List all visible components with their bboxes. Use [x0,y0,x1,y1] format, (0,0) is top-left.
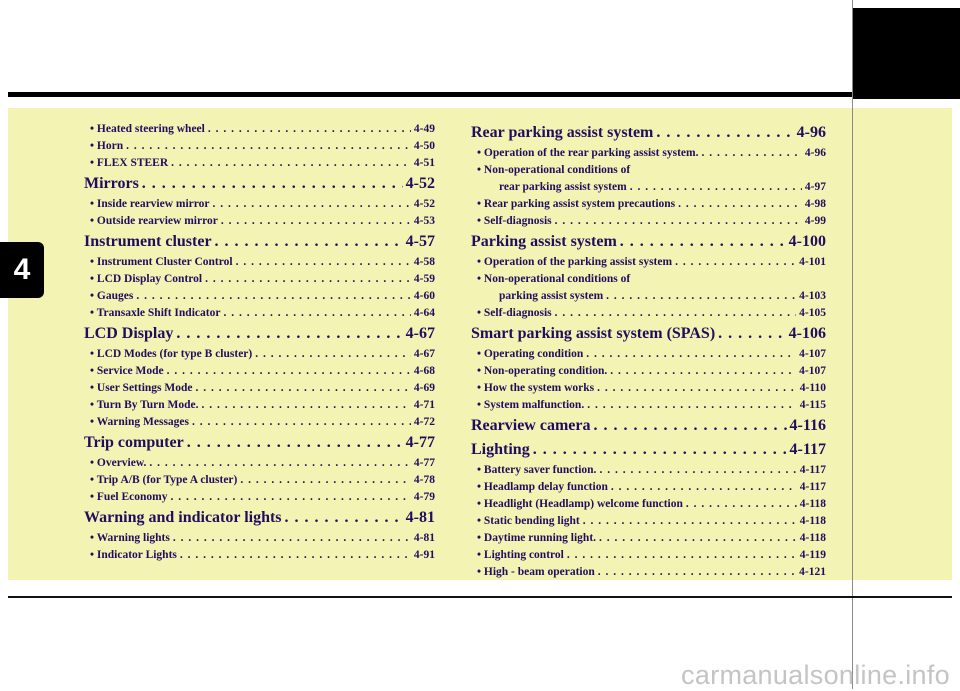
dot-leader [173,532,411,544]
toc-label: • Daytime running light. [477,532,597,544]
toc-label: • How the system works [477,382,595,394]
toc-page-number: 4-79 [413,491,435,503]
dot-leader [167,365,411,377]
toc-label: • High - beam operation [477,566,595,578]
dot-leader [255,348,411,360]
toc-page-number: 4-71 [413,399,435,411]
toc-page-number: 4-103 [799,290,826,302]
toc-label: Parking assist system [471,233,617,250]
dot-leader [599,532,797,544]
dot-leader [171,491,411,503]
toc-entry[interactable] [84,198,435,215]
toc-page-number: 4-77 [405,434,435,451]
watermark: carmanualsonline.info [681,660,950,690]
toc-entry[interactable] [471,307,826,324]
toc-page-number: 4-64 [413,307,435,319]
toc-entry[interactable] [471,290,826,307]
toc-label: • Transaxle Shift Indicator [90,307,221,319]
toc-page-number: 4-81 [413,532,435,544]
toc-label: • Rear parking assist system precautions [477,198,676,210]
toc-entry[interactable] [84,457,435,474]
toc-label: • Turn By Turn Mode. [90,399,199,411]
toc-page-number: 4-52 [413,198,435,210]
toc-label: • Fuel Economy [90,491,168,503]
dot-leader [533,441,787,459]
toc-label: Mirrors [84,175,139,192]
toc-entry-line[interactable]: • Non-operational conditions of [477,273,631,285]
toc-page-number: 4-51 [413,157,435,169]
toc-page-number: 4-67 [405,325,435,342]
toc-entry[interactable] [471,147,826,164]
toc-entry[interactable] [84,549,435,566]
bottom-rule [8,596,952,598]
toc-entry[interactable] [471,399,826,416]
dot-leader [599,464,796,476]
toc-label: LCD Display [84,325,174,342]
dot-leader [196,382,411,394]
dot-leader [208,123,411,135]
dot-leader [656,124,793,142]
toc-page-number: 4-117 [799,464,826,476]
toc-label: • System malfunction. [477,399,585,411]
toc-page-number: 4-99 [804,215,826,227]
toc-entry[interactable] [84,215,435,232]
toc-label: • Overview. [90,457,147,469]
corner-tab [852,8,960,99]
toc-label: • Heated steering wheel [90,123,205,135]
toc-label: • Headlight (Headlamp) welcome function [477,498,683,510]
toc-page-number: 4-118 [799,498,826,510]
toc-label: parking assist system [499,290,604,302]
dot-leader [675,256,796,268]
toc-entry[interactable] [84,491,435,508]
toc-page-number: 4-69 [413,382,435,394]
toc-entry[interactable] [84,157,435,174]
dot-leader [611,481,797,493]
dot-leader [180,549,411,561]
dot-leader [142,175,403,193]
toc-entry[interactable] [471,382,826,399]
toc-entry[interactable] [471,464,826,481]
toc-page-number: 4-119 [799,549,826,561]
toc-section[interactable] [471,124,826,147]
toc-page-number: 4-77 [413,457,435,469]
toc-page-number: 4-107 [799,348,826,360]
toc-label: • Self-diagnosis [477,307,552,319]
toc-entry[interactable] [84,382,435,399]
dot-leader [555,307,797,319]
toc-label: • Inside rearview mirror [90,198,210,210]
dot-leader [215,233,403,251]
toc-section[interactable] [84,434,435,457]
toc-page-number: 4-106 [788,325,826,342]
toc-page-number: 4-58 [413,256,435,268]
toc-label: • FLEX STEER [90,157,169,169]
toc-page-number: 4-96 [804,147,826,159]
toc-label: • Gauges [90,290,134,302]
toc-page-number: 4-118 [799,515,826,527]
toc-label: • Indicator Lights [90,549,177,561]
top-rule [8,92,952,97]
toc-entry[interactable] [471,498,826,515]
dot-leader [126,140,411,152]
toc-section[interactable] [471,417,826,440]
chapter-tab: 4 [0,242,44,298]
toc-right-column [471,123,826,583]
toc-label: • Operating condition [477,348,584,360]
toc-page-number: 4-78 [413,474,435,486]
toc-page-number: 4-67 [413,348,435,360]
toc-page-number: 4-110 [799,382,826,394]
toc-entry[interactable] [471,566,826,583]
toc-page-number: 4-50 [413,140,435,152]
toc-page-number: 4-52 [405,175,435,192]
toc-label: • Service Mode [90,365,164,377]
toc-entry[interactable] [84,399,435,416]
toc-entry[interactable] [84,474,435,491]
toc-page-number: 4-98 [804,198,826,210]
dot-leader [555,215,802,227]
dot-leader [678,198,802,210]
toc-page-number: 4-97 [804,181,826,193]
toc-page-number: 4-57 [405,233,435,250]
toc-left-column [84,123,435,566]
toc-label: Rearview camera [471,417,591,434]
toc-page-number: 4-121 [799,566,826,578]
dot-leader [136,290,411,302]
toc-entry[interactable] [84,273,435,290]
toc-entry[interactable] [471,365,826,382]
toc-label: Lighting [471,441,530,458]
toc-page-number: 4-100 [788,233,826,250]
toc-section[interactable] [84,325,435,348]
toc-label: • Self-diagnosis [477,215,552,227]
toc-page-number: 4-101 [799,256,826,268]
toc-entry[interactable] [471,532,826,549]
toc-label: • Operation of the parking assist system [477,256,673,268]
dot-leader [586,348,796,360]
margin-line [852,0,853,689]
toc-section[interactable] [84,233,435,256]
dot-leader [583,515,797,527]
toc-entry-line[interactable]: • Non-operational conditions of [477,164,631,176]
toc-label: • LCD Modes (for type B cluster) [90,348,253,360]
toc-label: • Battery saver function. [477,464,597,476]
toc-label: Rear parking assist system [471,124,654,141]
toc-page-number: 4-105 [799,307,826,319]
toc-label: • Lighting control [477,549,564,561]
toc-label: • Non-operating condition. [477,365,608,377]
toc-entry[interactable] [84,416,435,433]
toc-entry[interactable] [471,198,826,215]
toc-entry[interactable] [471,481,826,498]
toc-label: • Warning Messages [90,416,190,428]
dot-leader [285,509,403,527]
toc-label: Smart parking assist system (SPAS) [471,325,716,342]
dot-leader [587,399,797,411]
toc-label: • Horn [90,140,124,152]
toc-page-number: 4-72 [413,416,435,428]
toc-label: • Trip A/B (for Type A cluster) [90,474,238,486]
toc-entry[interactable] [84,123,435,140]
toc-page-number: 4-117 [799,481,826,493]
dot-leader [223,307,410,319]
toc-label: • Static bending light [477,515,580,527]
toc-page-number: 4-107 [799,365,826,377]
dot-leader [171,157,411,169]
toc-page-number: 4-116 [789,417,826,434]
toc-entry[interactable] [84,290,435,307]
toc-page-number: 4-68 [413,365,435,377]
dot-leader [594,417,787,435]
toc-entry[interactable] [84,348,435,365]
toc-entry[interactable] [84,256,435,273]
dot-leader [202,399,411,411]
toc-label: • LCD Display Control [90,273,203,285]
toc-page-number: 4-53 [413,215,435,227]
dot-leader [205,273,411,285]
toc-label: rear parking assist system [499,181,627,193]
toc-section[interactable] [471,441,826,464]
toc-entry[interactable] [471,549,826,566]
dot-leader [149,457,411,469]
toc-page-number: 4-118 [799,532,826,544]
toc-label: • Operation of the rear parking assist system. [477,147,699,159]
dot-leader [630,181,802,193]
toc-label: • User Settings Mode [90,382,193,394]
dot-leader [187,434,403,452]
toc-label: Trip computer [84,434,184,451]
dot-leader [606,290,796,302]
dot-leader [176,325,402,343]
toc-label: Warning and indicator lights [84,509,282,526]
toc-label: • Warning lights [90,532,170,544]
toc-section[interactable] [471,325,826,348]
dot-leader [686,498,797,510]
dot-leader [610,365,796,377]
dot-leader [213,198,411,210]
toc-section[interactable] [471,233,826,256]
dot-leader [718,325,786,343]
toc-section[interactable] [84,175,435,198]
toc-entry[interactable] [84,532,435,549]
toc-page-number: 4-59 [413,273,435,285]
toc-entry[interactable] [471,256,826,273]
toc-page-number: 4-81 [405,509,435,526]
toc-label: • Instrument Cluster Control [90,256,233,268]
toc-page-number: 4-91 [413,549,435,561]
toc-page-number: 4-115 [799,399,826,411]
toc-label: Instrument cluster [84,233,212,250]
dot-leader [597,382,797,394]
toc-entry[interactable] [84,140,435,157]
dot-leader [598,566,796,578]
toc-entry[interactable] [471,181,826,198]
dot-leader [620,233,786,251]
toc-page-number: 4-117 [789,441,826,458]
toc-section[interactable] [84,509,435,532]
toc-label: • Headlamp delay function [477,481,608,493]
dot-leader [701,147,801,159]
toc-page-number: 4-60 [413,290,435,302]
toc-entry[interactable] [84,365,435,382]
toc-entry[interactable] [84,307,435,324]
dot-leader [240,474,411,486]
dot-leader [236,256,411,268]
toc-entry[interactable] [471,515,826,532]
toc-page-number: 4-49 [413,123,435,135]
toc-entry[interactable] [471,348,826,365]
toc-entry[interactable] [471,215,826,232]
dot-leader [192,416,411,428]
toc-page-number: 4-96 [796,124,826,141]
toc-label: • Outside rearview mirror [90,215,218,227]
dot-leader [221,215,411,227]
dot-leader [567,549,797,561]
